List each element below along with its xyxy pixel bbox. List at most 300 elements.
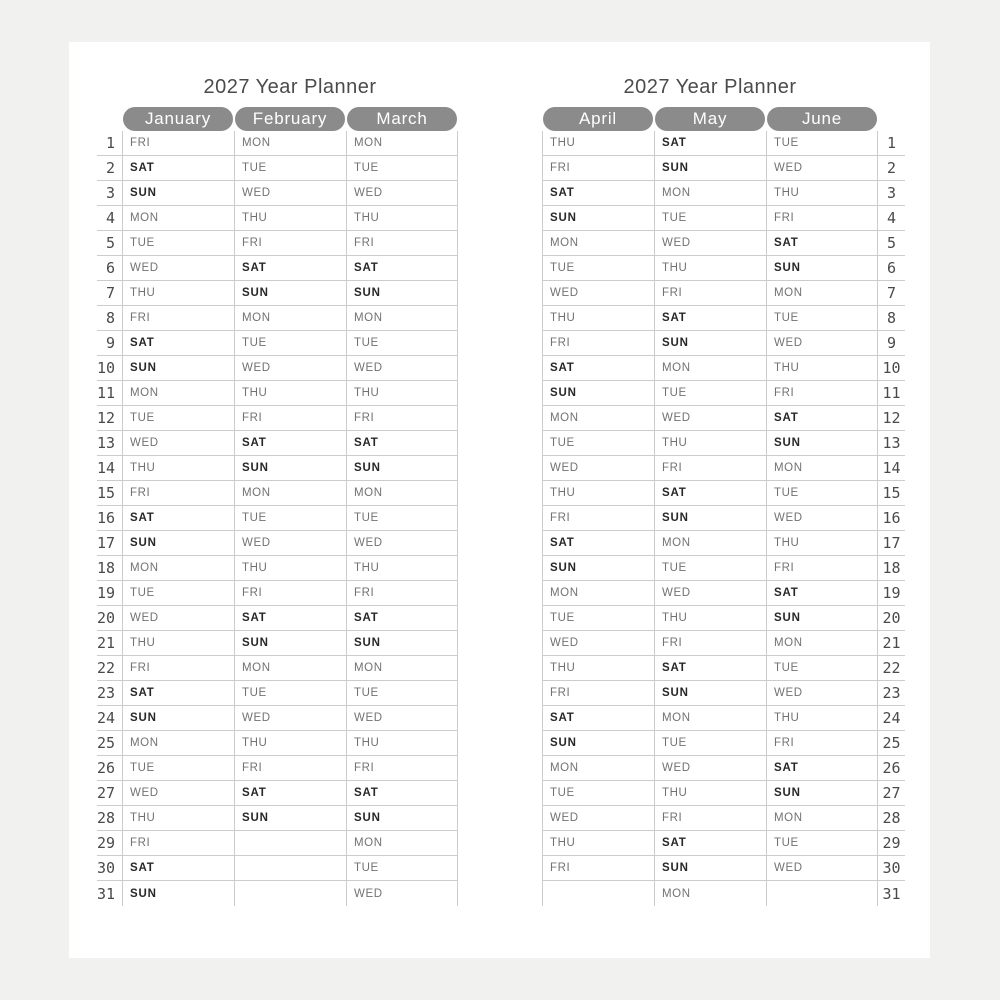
weekday-cell: SUN bbox=[542, 731, 654, 755]
weekday-cell: SUN bbox=[122, 356, 234, 380]
day-number: 30 bbox=[882, 859, 901, 877]
weekday-cell bbox=[766, 881, 878, 906]
weekday-cell: SAT bbox=[654, 306, 766, 330]
weekday-cell: MON bbox=[122, 381, 234, 405]
weekday-cell: TUE bbox=[654, 381, 766, 405]
day-number: 26 bbox=[96, 759, 115, 777]
day-number: 5 bbox=[105, 234, 115, 252]
day-number: 21 bbox=[882, 634, 901, 652]
weekday-cell: WED bbox=[122, 431, 234, 455]
calendar-row bbox=[542, 581, 905, 606]
weekday-cell: MON bbox=[654, 356, 766, 380]
weekday-cell: FRI bbox=[654, 631, 766, 655]
calendar-row bbox=[97, 856, 458, 881]
weekday-cell: TUE bbox=[542, 781, 654, 805]
day-number: 13 bbox=[96, 434, 115, 452]
calendar-row bbox=[542, 306, 905, 331]
calendar-row bbox=[97, 606, 458, 631]
weekday-cell: TUE bbox=[766, 131, 878, 155]
day-number: 14 bbox=[882, 459, 901, 477]
month-tab-february: February bbox=[235, 107, 345, 131]
weekday-cell: SUN bbox=[654, 331, 766, 355]
weekday-cell: FRI bbox=[346, 406, 458, 430]
weekday-cell: SAT bbox=[234, 606, 346, 630]
weekday-cell: FRI bbox=[654, 456, 766, 480]
weekday-cell bbox=[234, 831, 346, 855]
weekday-cell: SUN bbox=[654, 506, 766, 530]
day-number: 17 bbox=[882, 534, 901, 552]
weekday-cell: TUE bbox=[234, 156, 346, 180]
day-number: 12 bbox=[96, 409, 115, 427]
calendar-row bbox=[97, 806, 458, 831]
weekday-cell: SUN bbox=[234, 456, 346, 480]
calendar-row bbox=[97, 356, 458, 381]
weekday-cell: MON bbox=[234, 481, 346, 505]
calendar-row bbox=[542, 131, 905, 156]
day-number: 30 bbox=[96, 859, 115, 877]
weekday-cell: SUN bbox=[122, 181, 234, 205]
weekday-cell: SAT bbox=[542, 531, 654, 555]
weekday-cell: MON bbox=[542, 581, 654, 605]
weekday-cell: THU bbox=[654, 781, 766, 805]
weekday-cell: TUE bbox=[346, 506, 458, 530]
weekday-cell: MON bbox=[654, 531, 766, 555]
weekday-cell: FRI bbox=[654, 281, 766, 305]
calendar-row bbox=[97, 206, 458, 231]
calendar-row bbox=[542, 231, 905, 256]
weekday-cell: WED bbox=[766, 506, 878, 530]
calendar-row bbox=[542, 781, 905, 806]
weekday-cell: SUN bbox=[654, 681, 766, 705]
weekday-cell: WED bbox=[654, 231, 766, 255]
day-number: 7 bbox=[886, 284, 897, 302]
weekday-cell: SAT bbox=[122, 331, 234, 355]
weekday-cell: SUN bbox=[122, 706, 234, 730]
day-number: 2 bbox=[886, 159, 897, 177]
calendar-row bbox=[97, 131, 458, 156]
calendar-row bbox=[542, 556, 905, 581]
weekday-cell: THU bbox=[234, 556, 346, 580]
weekday-cell: FRI bbox=[122, 831, 234, 855]
weekday-cell: SUN bbox=[234, 631, 346, 655]
day-number: 15 bbox=[882, 484, 901, 502]
weekday-cell: SUN bbox=[122, 531, 234, 555]
weekday-cell: MON bbox=[654, 706, 766, 730]
weekday-cell: MON bbox=[542, 756, 654, 780]
month-tab-may: May bbox=[655, 107, 765, 131]
day-number: 23 bbox=[882, 684, 901, 702]
weekday-cell: TUE bbox=[234, 506, 346, 530]
weekday-cell: SAT bbox=[122, 506, 234, 530]
day-number: 16 bbox=[96, 509, 115, 527]
calendar-row bbox=[97, 231, 458, 256]
weekday-cell: FRI bbox=[766, 206, 878, 230]
weekday-cell: WED bbox=[234, 531, 346, 555]
weekday-cell: SAT bbox=[234, 256, 346, 280]
calendar-row bbox=[542, 281, 905, 306]
weekday-cell: THU bbox=[654, 256, 766, 280]
day-number: 19 bbox=[96, 584, 115, 602]
weekday-cell: MON bbox=[346, 656, 458, 680]
weekday-cell: FRI bbox=[654, 806, 766, 830]
weekday-cell: THU bbox=[766, 181, 878, 205]
day-number: 22 bbox=[96, 659, 115, 677]
weekday-cell: SAT bbox=[346, 606, 458, 630]
weekday-cell: TUE bbox=[122, 581, 234, 605]
calendar-row bbox=[97, 706, 458, 731]
day-number: 29 bbox=[96, 834, 115, 852]
day-number: 19 bbox=[882, 584, 901, 602]
weekday-cell: THU bbox=[122, 281, 234, 305]
month-tabs-left bbox=[122, 107, 458, 131]
day-number: 17 bbox=[96, 534, 115, 552]
weekday-cell: WED bbox=[542, 281, 654, 305]
calendar-row bbox=[542, 681, 905, 706]
weekday-cell: MON bbox=[542, 231, 654, 255]
calendar-row bbox=[542, 656, 905, 681]
page-title: 2027 Year Planner bbox=[623, 76, 797, 98]
month-tabs-right bbox=[542, 107, 878, 131]
weekday-cell: SAT bbox=[766, 581, 878, 605]
weekday-cell: SAT bbox=[766, 406, 878, 430]
calendar-row bbox=[97, 581, 458, 606]
weekday-cell: SAT bbox=[346, 256, 458, 280]
weekday-cell: SUN bbox=[654, 156, 766, 180]
weekday-cell: THU bbox=[766, 706, 878, 730]
calendar-row bbox=[97, 531, 458, 556]
weekday-cell: FRI bbox=[542, 331, 654, 355]
month-tab-april: April bbox=[543, 107, 653, 131]
weekday-cell: FRI bbox=[122, 481, 234, 505]
weekday-cell: WED bbox=[766, 156, 878, 180]
day-number: 5 bbox=[886, 234, 897, 252]
weekday-cell: WED bbox=[654, 406, 766, 430]
day-number: 27 bbox=[96, 784, 115, 802]
weekday-cell: FRI bbox=[542, 156, 654, 180]
calendar-row bbox=[542, 406, 905, 431]
day-number: 18 bbox=[96, 559, 115, 577]
weekday-cell: WED bbox=[654, 581, 766, 605]
day-number: 10 bbox=[882, 359, 901, 377]
weekday-cell: THU bbox=[234, 206, 346, 230]
calendar-row bbox=[542, 606, 905, 631]
month-tab-january: January bbox=[123, 107, 233, 131]
weekday-cell: SUN bbox=[234, 281, 346, 305]
weekday-cell: THU bbox=[346, 731, 458, 755]
weekday-cell: MON bbox=[766, 806, 878, 830]
day-number: 9 bbox=[886, 334, 897, 352]
day-number: 25 bbox=[96, 734, 115, 752]
weekday-cell: SAT bbox=[542, 356, 654, 380]
calendar-row bbox=[542, 706, 905, 731]
weekday-cell: FRI bbox=[122, 656, 234, 680]
day-number: 24 bbox=[96, 709, 115, 727]
weekday-cell: FRI bbox=[234, 231, 346, 255]
weekday-cell: FRI bbox=[766, 731, 878, 755]
weekday-cell: MON bbox=[122, 206, 234, 230]
weekday-cell: SUN bbox=[766, 606, 878, 630]
weekday-cell: SAT bbox=[654, 481, 766, 505]
weekday-cell: FRI bbox=[766, 556, 878, 580]
calendar-row bbox=[97, 331, 458, 356]
weekday-cell: WED bbox=[346, 881, 458, 906]
planner-page bbox=[69, 42, 930, 958]
weekday-cell: THU bbox=[122, 456, 234, 480]
weekday-cell: SAT bbox=[766, 231, 878, 255]
day-number: 8 bbox=[105, 309, 115, 327]
weekday-cell: TUE bbox=[346, 681, 458, 705]
calendar-row bbox=[97, 506, 458, 531]
weekday-cell: THU bbox=[346, 556, 458, 580]
weekday-cell: MON bbox=[346, 131, 458, 155]
weekday-cell: SAT bbox=[654, 656, 766, 680]
weekday-cell: SUN bbox=[346, 631, 458, 655]
calendar-row bbox=[542, 481, 905, 506]
calendar-row bbox=[97, 381, 458, 406]
weekday-cell: FRI bbox=[542, 856, 654, 880]
weekday-cell: SUN bbox=[542, 381, 654, 405]
weekday-cell: WED bbox=[234, 181, 346, 205]
calendar-row bbox=[542, 806, 905, 831]
weekday-cell: TUE bbox=[122, 231, 234, 255]
weekday-cell: TUE bbox=[542, 256, 654, 280]
day-number: 6 bbox=[886, 259, 897, 277]
calendar-row bbox=[542, 731, 905, 756]
weekday-cell bbox=[542, 881, 654, 906]
weekday-cell: SAT bbox=[766, 756, 878, 780]
weekday-cell: SUN bbox=[122, 881, 234, 906]
calendar-row bbox=[97, 656, 458, 681]
weekday-cell: SUN bbox=[766, 256, 878, 280]
calendar-row bbox=[97, 281, 458, 306]
weekday-cell: TUE bbox=[346, 856, 458, 880]
weekday-cell: WED bbox=[234, 706, 346, 730]
weekday-cell: MON bbox=[654, 181, 766, 205]
day-number: 20 bbox=[96, 609, 115, 627]
day-number: 26 bbox=[882, 759, 901, 777]
weekday-cell bbox=[234, 881, 346, 906]
day-number: 12 bbox=[882, 409, 901, 427]
calendar-row bbox=[542, 156, 905, 181]
weekday-cell: SUN bbox=[346, 806, 458, 830]
weekday-cell: THU bbox=[542, 306, 654, 330]
weekday-cell: MON bbox=[234, 131, 346, 155]
calendar-row bbox=[97, 306, 458, 331]
day-number: 25 bbox=[882, 734, 901, 752]
weekday-cell: THU bbox=[122, 631, 234, 655]
day-number: 21 bbox=[96, 634, 115, 652]
day-number: 14 bbox=[96, 459, 115, 477]
weekday-cell: SAT bbox=[122, 856, 234, 880]
day-number: 23 bbox=[96, 684, 115, 702]
weekday-cell: TUE bbox=[346, 331, 458, 355]
calendar-row bbox=[542, 531, 905, 556]
weekday-cell: FRI bbox=[542, 506, 654, 530]
day-number: 13 bbox=[882, 434, 901, 452]
weekday-cell: TUE bbox=[654, 206, 766, 230]
day-number: 3 bbox=[886, 184, 897, 202]
weekday-cell: WED bbox=[542, 806, 654, 830]
weekday-cell: SUN bbox=[542, 556, 654, 580]
weekday-cell: TUE bbox=[654, 731, 766, 755]
weekday-cell: THU bbox=[542, 656, 654, 680]
month-tab-june: June bbox=[767, 107, 877, 131]
day-number: 29 bbox=[882, 834, 901, 852]
weekday-cell: FRI bbox=[346, 581, 458, 605]
weekday-cell: THU bbox=[542, 481, 654, 505]
weekday-cell: WED bbox=[346, 531, 458, 555]
calendar-row bbox=[542, 856, 905, 881]
weekday-cell: SAT bbox=[346, 781, 458, 805]
weekday-cell: TUE bbox=[766, 481, 878, 505]
weekday-cell: MON bbox=[346, 306, 458, 330]
day-number: 20 bbox=[882, 609, 901, 627]
weekday-cell: WED bbox=[542, 456, 654, 480]
calendar-row bbox=[97, 781, 458, 806]
weekday-cell: TUE bbox=[766, 656, 878, 680]
weekday-cell: WED bbox=[346, 356, 458, 380]
calendar-row bbox=[542, 631, 905, 656]
day-number: 16 bbox=[882, 509, 901, 527]
calendar-row bbox=[542, 356, 905, 381]
weekday-cell: MON bbox=[234, 306, 346, 330]
weekday-cell: SUN bbox=[654, 856, 766, 880]
calendar-row bbox=[542, 331, 905, 356]
weekday-cell: MON bbox=[766, 631, 878, 655]
calendar-row bbox=[542, 506, 905, 531]
weekday-cell: FRI bbox=[234, 756, 346, 780]
calendar-row bbox=[542, 256, 905, 281]
calendar-row bbox=[97, 481, 458, 506]
weekday-cell: WED bbox=[234, 356, 346, 380]
weekday-cell: MON bbox=[346, 831, 458, 855]
calendar-row bbox=[97, 681, 458, 706]
weekday-cell: SAT bbox=[542, 706, 654, 730]
weekday-cell: TUE bbox=[234, 681, 346, 705]
day-number: 10 bbox=[96, 359, 115, 377]
day-number: 24 bbox=[882, 709, 901, 727]
day-number: 6 bbox=[105, 259, 115, 277]
weekday-cell: MON bbox=[122, 731, 234, 755]
weekday-cell: WED bbox=[122, 606, 234, 630]
calendar-row bbox=[97, 881, 458, 906]
weekday-cell: THU bbox=[542, 131, 654, 155]
calendar-row bbox=[542, 206, 905, 231]
weekday-cell: WED bbox=[346, 706, 458, 730]
weekday-cell: MON bbox=[766, 281, 878, 305]
weekday-cell: WED bbox=[766, 331, 878, 355]
weekday-cell: THU bbox=[346, 381, 458, 405]
calendar-row bbox=[97, 831, 458, 856]
weekday-cell: MON bbox=[346, 481, 458, 505]
weekday-cell: TUE bbox=[542, 431, 654, 455]
weekday-cell: THU bbox=[346, 206, 458, 230]
page-title: 2027 Year Planner bbox=[203, 76, 377, 98]
weekday-cell: MON bbox=[122, 556, 234, 580]
weekday-cell: MON bbox=[766, 456, 878, 480]
weekday-cell: WED bbox=[654, 756, 766, 780]
weekday-cell: SAT bbox=[654, 831, 766, 855]
calendar-row bbox=[97, 256, 458, 281]
weekday-cell: SAT bbox=[542, 181, 654, 205]
weekday-cell: SUN bbox=[346, 456, 458, 480]
calendar-row bbox=[97, 181, 458, 206]
calendar-row bbox=[97, 406, 458, 431]
weekday-cell: FRI bbox=[766, 381, 878, 405]
weekday-cell: WED bbox=[542, 631, 654, 655]
month-tab-march: March bbox=[347, 107, 457, 131]
day-number: 28 bbox=[882, 809, 901, 827]
weekday-cell: FRI bbox=[122, 131, 234, 155]
weekday-cell: THU bbox=[234, 381, 346, 405]
day-number: 27 bbox=[882, 784, 901, 802]
calendar-grid-right bbox=[542, 131, 905, 906]
weekday-cell: MON bbox=[542, 406, 654, 430]
calendar-row bbox=[97, 556, 458, 581]
weekday-cell: MON bbox=[654, 881, 766, 906]
calendar-row bbox=[542, 381, 905, 406]
weekday-cell: TUE bbox=[122, 406, 234, 430]
weekday-cell: SUN bbox=[234, 806, 346, 830]
weekday-cell: FRI bbox=[234, 581, 346, 605]
weekday-cell: THU bbox=[766, 356, 878, 380]
day-number: 4 bbox=[886, 209, 897, 227]
calendar-row bbox=[542, 881, 905, 906]
weekday-cell: TUE bbox=[654, 556, 766, 580]
calendar-row bbox=[97, 156, 458, 181]
weekday-cell: WED bbox=[346, 181, 458, 205]
day-number: 4 bbox=[105, 209, 115, 227]
left-spread bbox=[97, 42, 458, 906]
weekday-cell: SAT bbox=[234, 781, 346, 805]
weekday-cell: SUN bbox=[766, 431, 878, 455]
day-number: 28 bbox=[96, 809, 115, 827]
calendar-grid-left bbox=[97, 131, 458, 906]
day-number: 1 bbox=[886, 134, 897, 152]
day-number: 31 bbox=[96, 884, 115, 903]
calendar-row bbox=[97, 431, 458, 456]
weekday-cell: THU bbox=[122, 806, 234, 830]
day-number: 11 bbox=[882, 384, 901, 402]
weekday-cell: SAT bbox=[122, 681, 234, 705]
day-number: 11 bbox=[96, 384, 115, 402]
weekday-cell: TUE bbox=[542, 606, 654, 630]
weekday-cell: WED bbox=[766, 856, 878, 880]
calendar-row bbox=[542, 756, 905, 781]
weekday-cell: THU bbox=[766, 531, 878, 555]
calendar-row bbox=[97, 731, 458, 756]
weekday-cell: FRI bbox=[346, 231, 458, 255]
weekday-cell: SUN bbox=[346, 281, 458, 305]
weekday-cell: FRI bbox=[234, 406, 346, 430]
weekday-cell: WED bbox=[122, 781, 234, 805]
calendar-row bbox=[542, 181, 905, 206]
weekday-cell: TUE bbox=[122, 756, 234, 780]
weekday-cell: SUN bbox=[542, 206, 654, 230]
day-number: 22 bbox=[882, 659, 901, 677]
day-number: 9 bbox=[105, 334, 115, 352]
weekday-cell: MON bbox=[234, 656, 346, 680]
weekday-cell: FRI bbox=[346, 756, 458, 780]
day-number: 18 bbox=[882, 559, 901, 577]
day-number: 1 bbox=[105, 134, 115, 152]
weekday-cell: WED bbox=[122, 256, 234, 280]
weekday-cell: TUE bbox=[234, 331, 346, 355]
weekday-cell bbox=[234, 856, 346, 880]
weekday-cell: THU bbox=[234, 731, 346, 755]
weekday-cell: THU bbox=[654, 606, 766, 630]
weekday-cell: WED bbox=[766, 681, 878, 705]
